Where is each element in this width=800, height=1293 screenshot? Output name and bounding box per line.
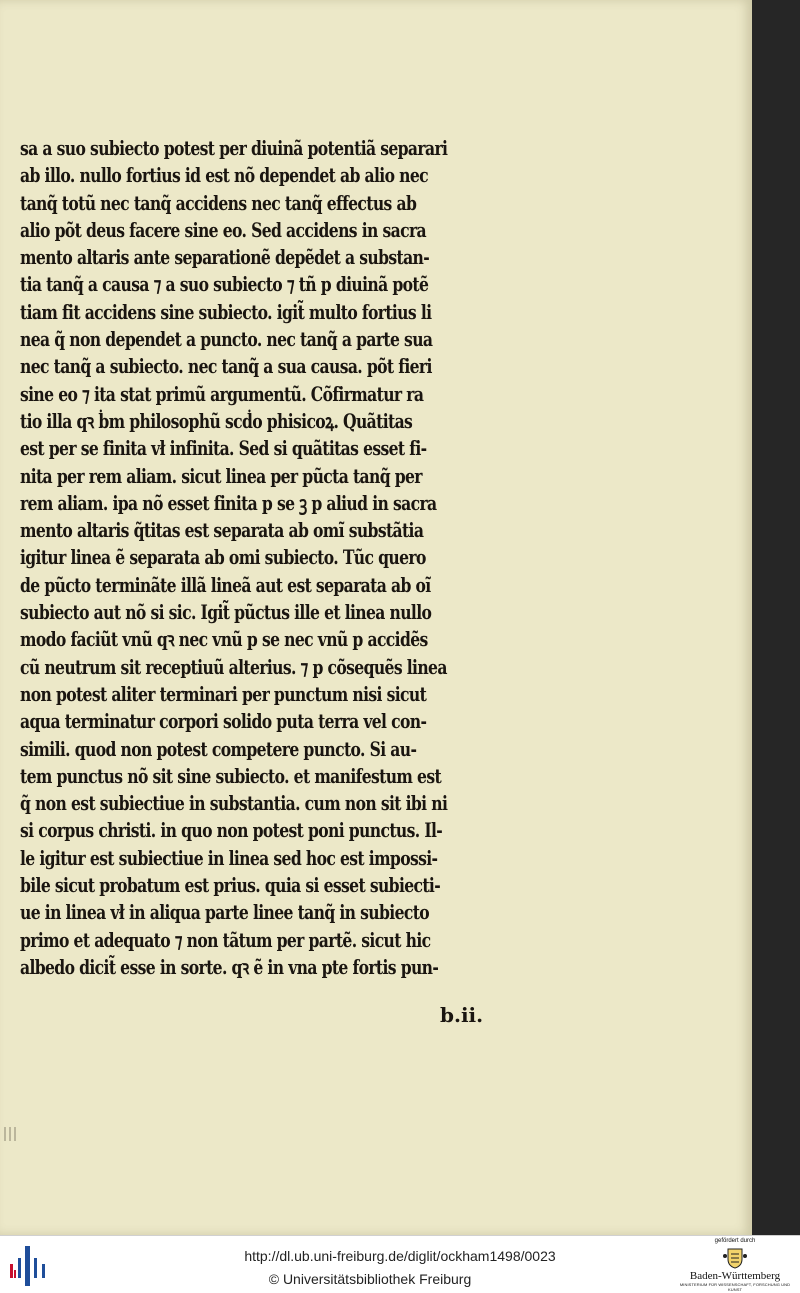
- baden-wuerttemberg-crest-icon: [722, 1246, 748, 1270]
- text-line: bile sicut probatum est prius. quia si esset subiecti-: [20, 874, 441, 898]
- text-line: tanq̃ totũ nec tanq̃ accidens nec tanq̃ effectus ab: [20, 191, 417, 215]
- sponsor-state-name: Baden-Württemberg: [689, 1270, 781, 1282]
- text-line: de pũcto terminãte illã lineã aut est separata ab oĩ: [20, 573, 431, 597]
- text-line: sine eo ⁊ ita stat primũ argumentũ. Cõfirmatur ra: [20, 382, 424, 406]
- text-line: cũ neutrum sit receptiuũ alterius. ⁊ p cõsequẽs linea: [20, 655, 447, 679]
- text-line: non potest aliter terminari per punctum nisi sicut: [20, 682, 427, 706]
- copyright-text: © Universitätsbibliothek Freiburg: [268, 1271, 472, 1287]
- text-line: tem punctus nõ sit sine subiecto. et manifestum est: [20, 764, 442, 788]
- text-line: si corpus christi. in quo non potest poni punctus. Il-: [20, 819, 443, 843]
- text-line: aqua terminatur corpori solido puta terra vel con-: [20, 710, 427, 734]
- text-line: mento altaris q̃titas est separata ab omĩ substãtia: [20, 519, 424, 543]
- signature-mark: b.ii.: [440, 1003, 484, 1027]
- text-line: subiecto aut nõ si sic. Igit̃ pũctus ille et linea nullo: [20, 601, 432, 625]
- footer-bar: [0, 1235, 800, 1293]
- text-line: rem aliam. ipa nõ esset finita p se ꝫ p aliud in sacra: [20, 491, 437, 515]
- text-line: mento altaris ante separationẽ depẽdet a substan-: [20, 246, 430, 270]
- text-line: nita per rem aliam. sicut linea per pũcta tanq̃ per: [20, 464, 422, 488]
- text-line: albedo dicit̃ esse in sorte. qꝛ ẽ in vna pte fortis pun-: [20, 955, 439, 979]
- text-line: est per se finita vł infinita. Sed si quãtitas esset fi-: [20, 437, 427, 461]
- page-text-block: [20, 135, 550, 981]
- text-line: tia tanq̃ a causa ⁊ a suo subiecto ⁊ tñ p diuinã potẽ: [20, 273, 429, 297]
- text-line: alio põt deus facere sine eo. Sed accidens in sacra: [20, 218, 427, 242]
- text-line: sa a suo subiecto potest per diuinã potentiã separari: [20, 137, 448, 160]
- sponsor-block: [676, 1238, 794, 1292]
- document-url[interactable]: http://dl.ub.uni-freiburg.de/diglit/ockham1498/0023: [244, 1248, 556, 1264]
- sponsor-ministry-name: MINISTERIUM FÜR WISSENSCHAFT, FORSCHUNG UND KUNST: [679, 1282, 791, 1292]
- text-line: simili. quod non potest competere puncto. Si au-: [20, 737, 417, 761]
- text-line: modo faciũt vnũ qꝛ nec vnũ p se nec vnũ p accidẽs: [20, 628, 428, 652]
- text-line: primo et adequato ⁊ non tãtum per partẽ. sicut hic: [20, 928, 431, 952]
- text-line: nea q̃ non dependet a puncto. nec tanq̃ a parte sua: [20, 328, 433, 352]
- text-line: tiam fit accidens sine subiecto. igit̃ multo fortius li: [20, 300, 432, 324]
- margin-marks-icon: [2, 1125, 22, 1145]
- text-line: ue in linea vł in aliqua parte linee tanq̃ in subiecto: [20, 901, 430, 925]
- text-line: ab illo. nullo fortius id est nõ dependet ab alio nec: [20, 164, 428, 188]
- text-line: igitur linea ẽ separata ab omi subiecto. Tũc quero: [20, 546, 426, 570]
- text-line: nec tanq̃ a subiecto. nec tanq̃ a sua causa. põt fieri: [20, 355, 432, 379]
- text-line: le igitur est subiectiue in linea sed hoc est impossi-: [20, 846, 438, 870]
- sponsor-top-text: gefördert durch: [714, 1238, 756, 1244]
- text-line: q̃ non est subiectiue in substantia. cum non sit ibi ni: [20, 792, 448, 816]
- text-line: tio illa qꝛ ḃm philosophũ scḋo phisicoꝝ. Quãtitas: [20, 409, 413, 433]
